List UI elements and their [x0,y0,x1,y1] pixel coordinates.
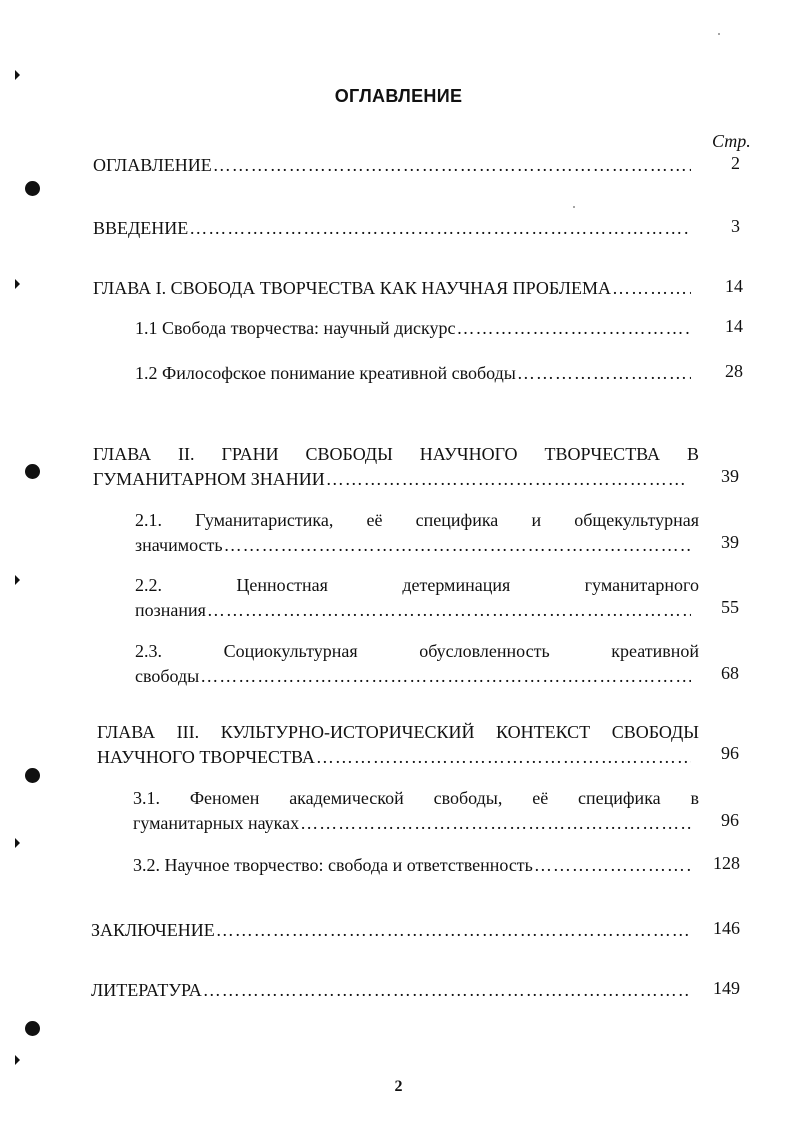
leader-dots [534,853,691,878]
leader-dots [224,533,691,558]
toc-page-number: 149 [713,978,740,998]
toc-page-number: 28 [725,361,743,381]
toc-heading: ОГЛАВЛЕНИЕ [334,86,463,106]
toc-entry-line1: 2.2. Ценностная детерминация гуманитарного [135,575,699,595]
toc-entry [93,216,691,241]
leader-dots [316,745,691,770]
toc-entry-line2: ГУМАНИТАРНОМ ЗНАНИИ [93,469,325,489]
toc-entry [135,361,691,386]
toc-entry-line2: свободы [135,666,200,686]
toc-page-number: 39 [721,466,739,486]
toc-page-number: 128 [713,853,740,873]
toc-entry [135,573,699,623]
toc-entry-title: ОГЛАВЛЕНИЕ [93,155,212,175]
leader-dots [326,467,685,492]
toc-entry [93,442,699,492]
leader-dots [189,216,691,241]
leader-dots [456,316,691,341]
page-column-label: Стр. [712,131,751,151]
toc-entry-title: ГЛАВА I. СВОБОДА ТВОРЧЕСТВА КАК НАУЧНАЯ ПРОБЛЕМА [93,278,612,298]
toc-entry-line1: 2.1. Гуманитаристика, её специфика и общекультурная [135,510,699,530]
toc-entry-line1: 3.1. Феномен академической свободы, её специфика в [133,788,699,808]
leader-dots [300,811,691,836]
toc-entry [133,853,691,878]
toc-entry-title: ЗАКЛЮЧЕНИЕ [91,920,215,940]
toc-entry [93,276,691,301]
scan-hole-mark [15,1055,20,1065]
leader-dots [517,361,691,386]
toc-page-number: 14 [725,316,743,336]
toc-entry-line2: гуманитарных науках [133,813,300,833]
toc-entry [93,153,691,178]
toc-entry-line2: значимость [135,535,223,555]
leader-dots [612,276,691,301]
toc-entry-title: 1.1 Свобода творчества: научный дискурс [135,318,456,338]
toc-page-number: 3 [731,216,740,236]
scan-hole-mark [25,464,40,479]
leader-dots [203,978,691,1003]
leader-dots [200,664,691,689]
toc-page-number: 96 [721,810,739,830]
scan-hole-mark [15,838,20,848]
toc-entry [133,786,699,836]
toc-entry-title: ЛИТЕРАТУРА [91,980,202,1000]
leader-dots [216,918,691,943]
toc-entry-line2: НАУЧНОГО ТВОРЧЕСТВА [97,747,315,767]
scan-hole-mark [15,70,20,80]
page-number: 2 [394,1078,403,1095]
toc-entry [135,508,699,558]
leader-dots [207,598,691,623]
scan-speck [573,206,575,208]
toc-entry [91,918,691,943]
toc-page-number: 96 [721,743,739,763]
toc-page-number: 55 [721,597,739,617]
toc-entry-title: 3.2. Научное творчество: свобода и ответственность [133,855,533,875]
scan-hole-mark [15,279,20,289]
toc-entry-line1: ГЛАВА II. ГРАНИ СВОБОДЫ НАУЧНОГО ТВОРЧЕСТВА В [93,444,699,464]
toc-page-number: 146 [713,918,740,938]
toc-page-number: 68 [721,663,739,683]
toc-entry [91,978,691,1003]
toc-entry-line1: 2.3. Социокультурная обусловленность креативной [135,641,699,661]
toc-entry [97,720,699,770]
toc-entry [135,639,699,689]
toc-entry-title: 1.2 Философское понимание креативной свободы [135,363,516,383]
scan-hole-mark [15,575,20,585]
toc-entry [135,316,691,341]
toc-page-number: 2 [731,153,740,173]
scan-hole-mark [25,181,40,196]
toc-entry-line1: ГЛАВА III. КУЛЬТУРНО-ИСТОРИЧЕСКИЙ КОНТЕКСТ СВОБОДЫ [97,722,699,742]
scan-speck [718,33,720,35]
scan-hole-mark [25,768,40,783]
toc-entry-line2: познания [135,600,206,620]
toc-page-number: 14 [725,276,743,296]
scan-hole-mark [25,1021,40,1036]
toc-entry-title: ВВЕДЕНИЕ [93,218,189,238]
toc-page-number: 39 [721,532,739,552]
leader-dots [213,153,691,178]
